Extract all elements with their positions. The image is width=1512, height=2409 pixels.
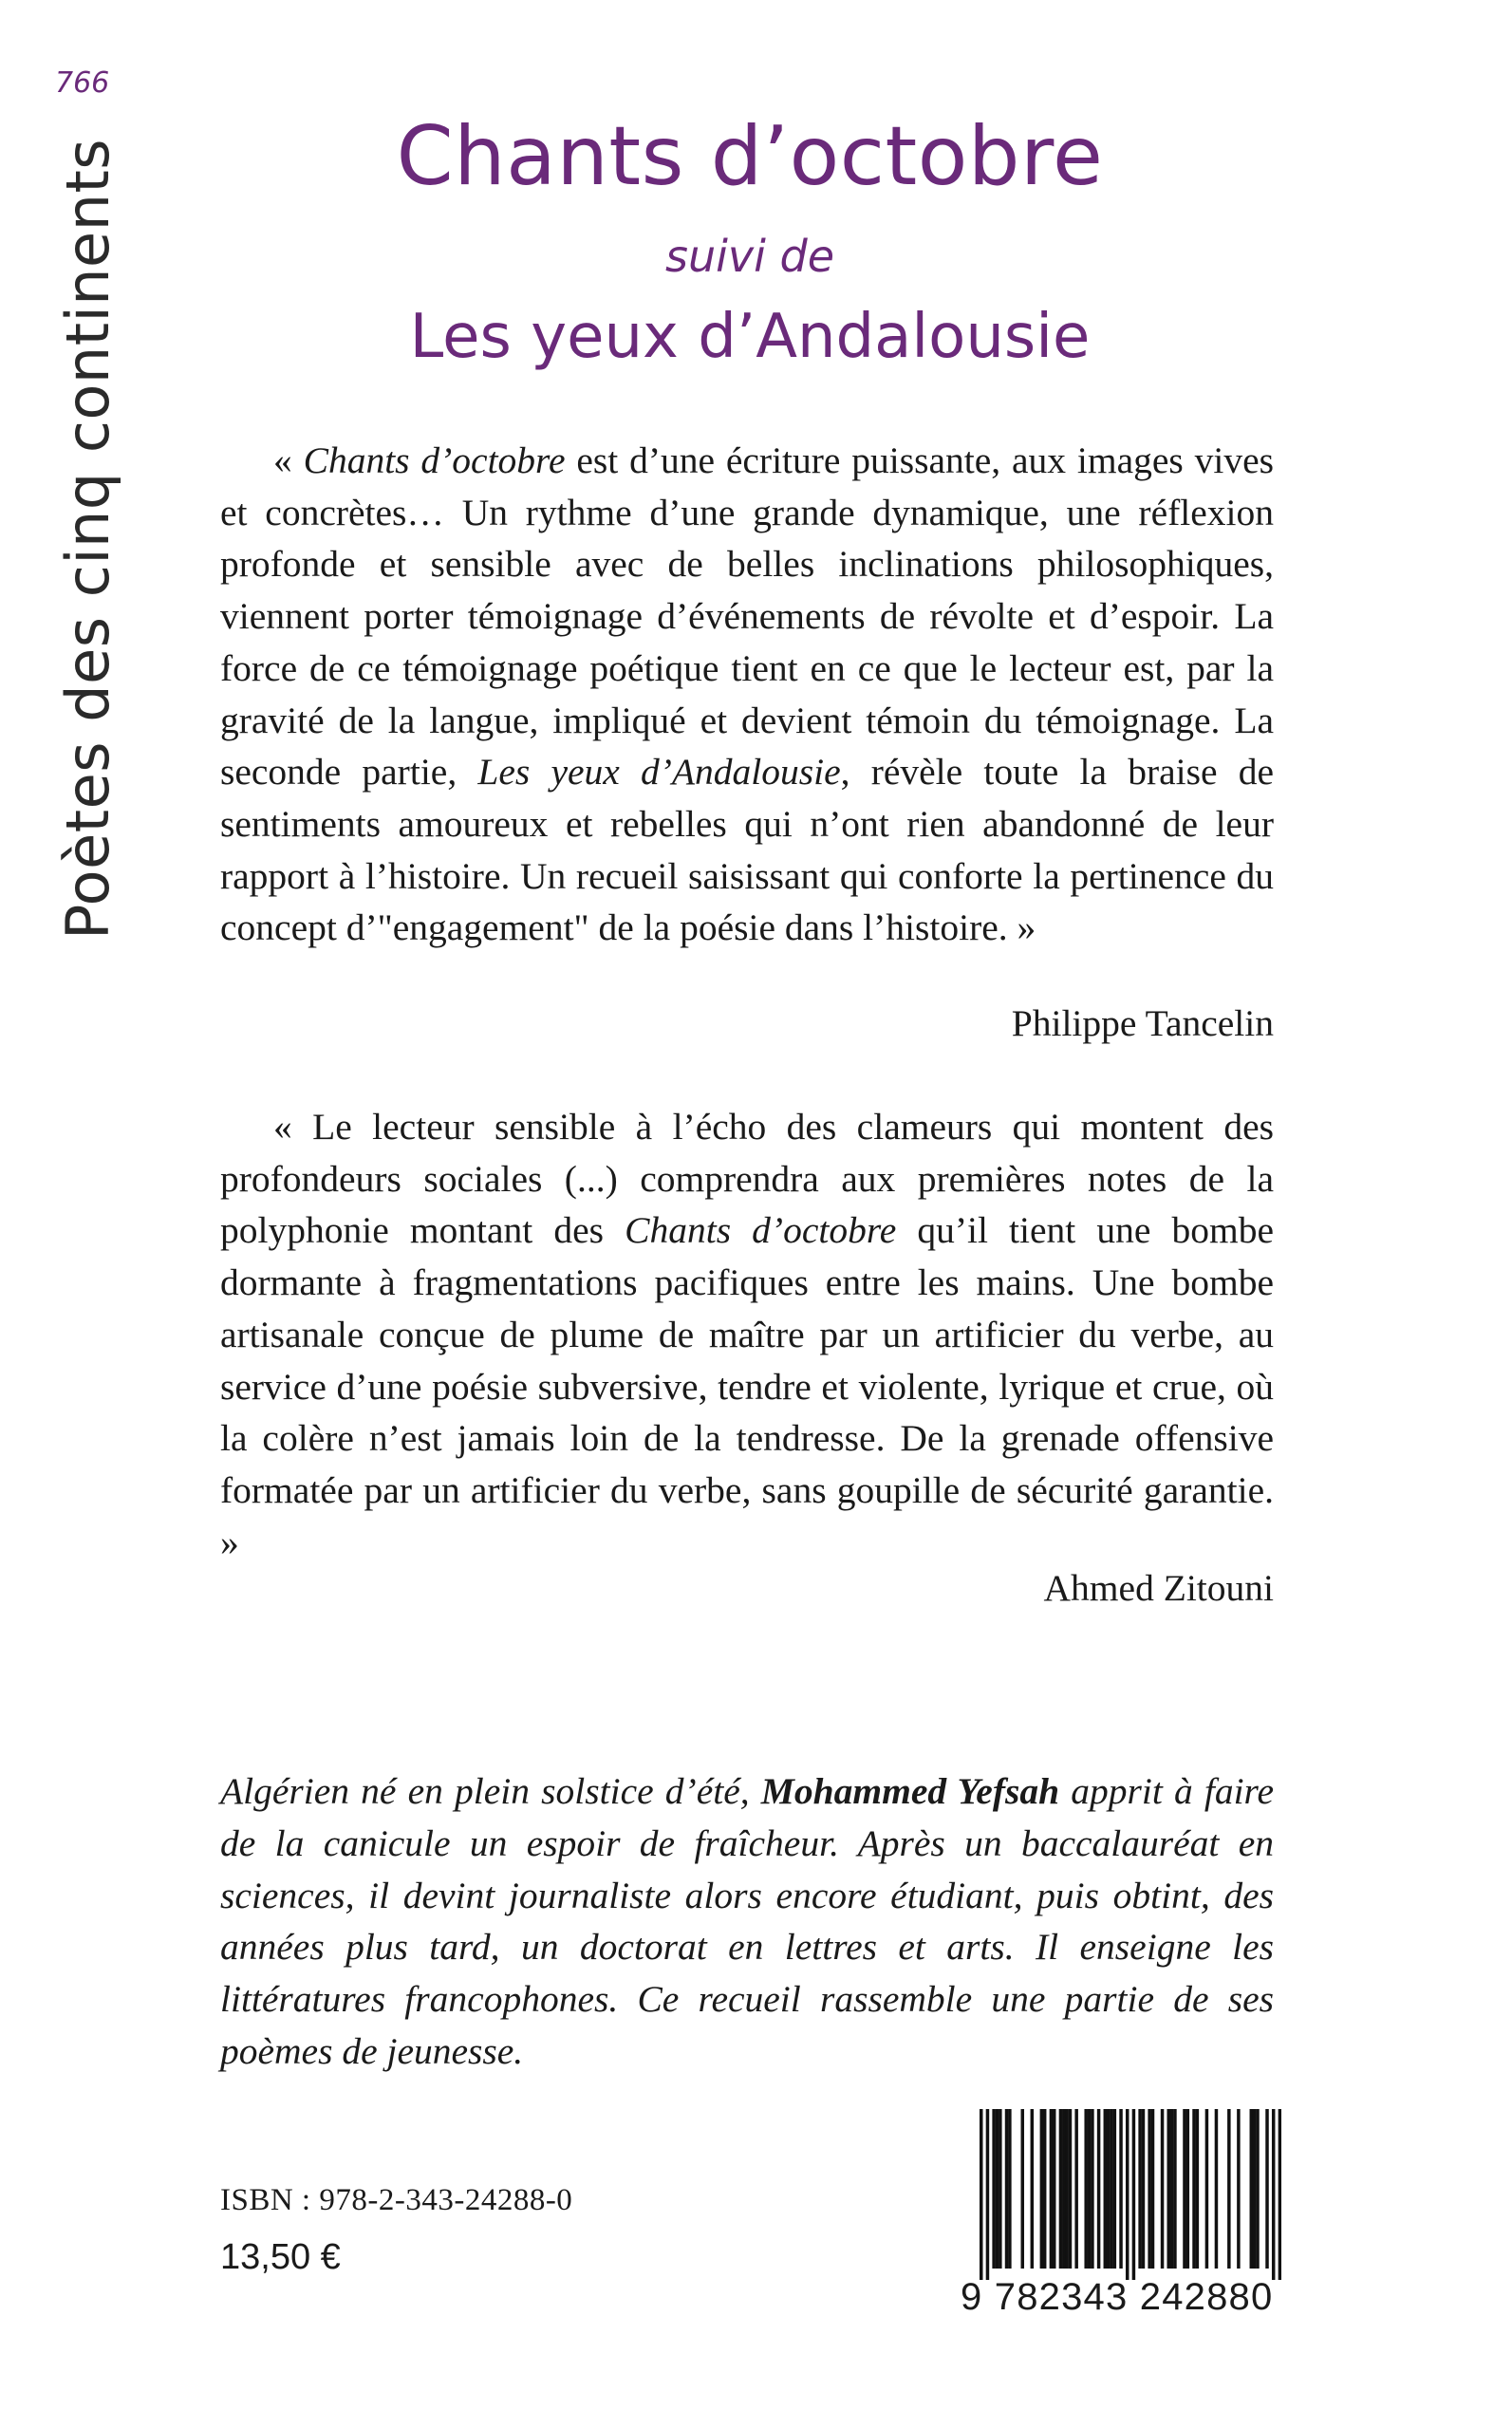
barcode-bar — [1151, 2109, 1154, 2269]
barcode-bar — [1119, 2109, 1122, 2269]
barcode-bar — [1237, 2109, 1240, 2269]
barcode-bar — [1250, 2109, 1253, 2269]
barcode-bar — [1008, 2109, 1011, 2269]
barcode-bar — [1265, 2109, 1268, 2269]
barcode-bar — [1227, 2109, 1230, 2269]
barcode-bar — [999, 2109, 1001, 2269]
barcode-bar — [1031, 2109, 1034, 2269]
second-title: Les yeux d’Andalousie — [409, 302, 1091, 372]
bio-text: apprit à faire de la canicule un espoir de fraîcheur. Après un baccalauréat en sciences, il devint journaliste alors encore étudiant, puis obtint, des années plus tard, un doctorat en lettres et arts. Il enseigne les littératures francophones. Ce recueil rassemble une partie de ses poèmes de jeunesse. — [220, 1770, 1274, 2072]
barcode-bar — [980, 2109, 982, 2280]
quote-open-mark: « — [273, 439, 304, 481]
quote-title-ref: Chants d’octobre — [303, 439, 566, 481]
barcode-bar — [1215, 2109, 1218, 2269]
barcode-bar — [1053, 2109, 1055, 2269]
barcode-bar — [1279, 2109, 1281, 2280]
collection-name: Poètes des cinq continents — [53, 138, 122, 940]
barcode-bar — [992, 2109, 995, 2269]
author-bio — [220, 1765, 1274, 2078]
barcode-bar — [1043, 2109, 1046, 2269]
collection-number: 766 — [55, 66, 110, 100]
barcode-bar — [1192, 2109, 1195, 2269]
barcode-bar — [1113, 2109, 1116, 2269]
quote-title-ref: Chants d’octobre — [625, 1209, 897, 1252]
isbn: ISBN : 978-2-343-24288-0 — [220, 2183, 573, 2217]
quote-text: qu’il tient une bombe dormante à fragmentations pacifiques entre les mains. Une bombe artisanale conçue de plume de maître par un artificier du verbe, au service d’une poésie subversive, tendre et violente, lyrique et crue, où la colère n’est jamais loin de la tendresse. De la grenade offensive formatée par un artificier du verbe, sans goupille de sécurité garantie. » — [220, 1209, 1274, 1563]
barcode-bar — [1170, 2109, 1173, 2269]
barcode — [980, 2109, 1281, 2280]
quote-zitouni — [220, 1101, 1274, 1568]
barcode-bar — [1059, 2109, 1062, 2269]
barcode-bar — [1205, 2109, 1208, 2269]
barcode-bar — [1110, 2109, 1112, 2269]
barcode-bar — [1040, 2109, 1043, 2269]
barcode-bar — [1069, 2109, 1072, 2269]
author-name: Mohammed Yefsah — [760, 1770, 1060, 1812]
barcode-bar — [1104, 2109, 1107, 2269]
barcode-bar — [1074, 2109, 1077, 2269]
collection-name-vertical — [46, 138, 131, 940]
barcode-bar — [1132, 2109, 1135, 2280]
barcode-bar — [1167, 2109, 1169, 2269]
barcode-bar — [1148, 2109, 1150, 2269]
book-title: Chants d’octobre — [396, 109, 1104, 204]
quote-tancelin — [220, 435, 1274, 954]
quote-author-tancelin: Philippe Tancelin — [1011, 1002, 1274, 1044]
barcode-bar — [1138, 2109, 1141, 2269]
barcode-bar — [1142, 2109, 1145, 2269]
barcode-bar — [1065, 2109, 1068, 2269]
barcode-bar — [1126, 2109, 1129, 2280]
barcode-bar — [1091, 2109, 1093, 2269]
barcode-bar — [1256, 2109, 1259, 2269]
barcode-bar — [986, 2109, 989, 2280]
quote-author-zitouni: Ahmed Zitouni — [1043, 1567, 1274, 1609]
barcode-bar — [1173, 2109, 1176, 2269]
barcode-bar — [1183, 2109, 1185, 2269]
title-connector: suivi de — [664, 231, 835, 282]
barcode-bar — [1088, 2109, 1091, 2269]
quote-text: « Le lecteur sensible à l’écho des clameurs qui montent des profondeurs sociales (...) comprendra aux premières notes de la polyphonie montant des — [220, 1106, 1274, 1252]
barcode-bar — [1272, 2109, 1275, 2280]
price: 13,50 € — [220, 2237, 341, 2277]
barcode-bar — [1050, 2109, 1053, 2269]
barcode-digits: 9 782343 242880 — [961, 2276, 1274, 2318]
quote-text: est d’une écriture puissante, aux images vives et concrètes… Un rythme d’une grande dynamique, une réflexion profonde et sensible avec de belles inclinations philosophiques, viennent porter témoignage d’événements de révolte et d’espoir. La force de ce témoignage poétique tient en ce que le lecteur est, par la gravité de la langue, impliqué et devient témoin du témoignage. La seconde partie, — [220, 439, 1275, 794]
barcode-bar — [1253, 2109, 1256, 2269]
barcode-bar — [1021, 2109, 1024, 2269]
barcode-bar — [1097, 2109, 1100, 2269]
barcode-bar — [1005, 2109, 1008, 2269]
quote-text: , révèle toute la braise de sentiments amoureux et rebelles qui n’ont rien abandonné de leur rapport à l’histoire. Un recueil saisissant qui conforte la pertinence du concept d’"engagement" de la poésie dans l’histoire. » — [220, 751, 1274, 949]
barcode-bar — [1084, 2109, 1087, 2269]
barcode-bar — [1196, 2109, 1199, 2269]
barcode-bar — [1186, 2109, 1189, 2269]
barcode-bar — [996, 2109, 999, 2269]
barcode-bar — [1161, 2109, 1164, 2269]
quote-title-ref: Les yeux d’Andalousie — [477, 751, 841, 794]
barcode-bar — [1062, 2109, 1065, 2269]
barcode-bar — [1107, 2109, 1110, 2269]
bio-text: Algérien né en plein solstice d’été, — [220, 1770, 761, 1812]
